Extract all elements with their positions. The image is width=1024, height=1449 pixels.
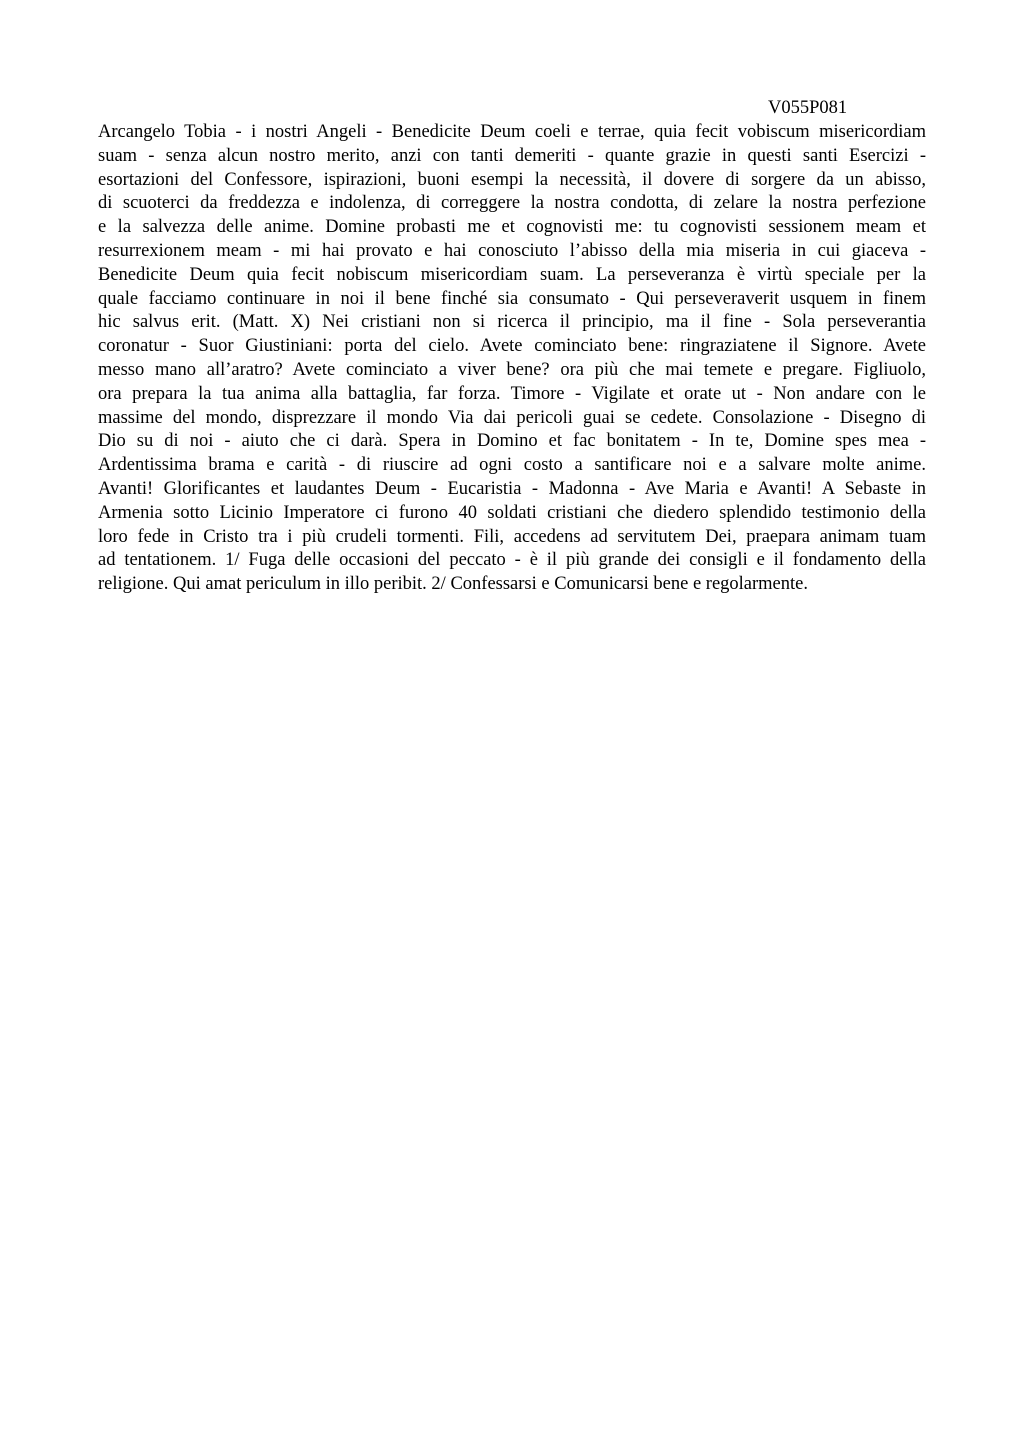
text-line: suam - senza alcun nostro merito, anzi con tanti demeriti - quante grazie in questi santi Esercizi -: [98, 145, 926, 166]
text-line: Benedicite Deum quia fecit nobiscum misericordiam suam. La perseveranza è virtù speciale per la: [98, 264, 926, 285]
text-line: di scuoterci da freddezza e indolenza, di correggere la nostra condotta, di zelare la nostra perfezione: [98, 193, 926, 214]
text-line: Arcangelo Tobia - i nostri Angeli - Benedicite Deum coeli e terrae, quia fecit vobiscum misericordiam: [98, 122, 926, 142]
text-line: loro fede in Cristo tra i più crudeli tormenti. Fili, accedens ad servitutem Dei, praepara animam tuam: [98, 526, 926, 547]
page-identifier: V055P081: [768, 98, 848, 118]
text-line: ora prepara la tua anima alla battaglia, far forza. Timore - Vigilate et orate ut - Non andare con le: [98, 383, 926, 404]
text-line: resurrexionem meam - mi hai provato e hai conosciuto l’abisso della mia miseria in cui giaceva -: [98, 240, 926, 261]
text-line: Avanti! Glorificantes et laudantes Deum - Eucaristia - Madonna - Ave Maria e Avanti! A Sebaste in: [98, 478, 926, 499]
text-line: Armenia sotto Licinio Imperatore ci furono 40 soldati cristiani che diedero splendido testimonio della: [98, 502, 926, 523]
text-line: quale facciamo continuare in noi il bene finché sia consumato - Qui perseveraverit usquem in finem: [98, 288, 926, 309]
text-line: esortazioni del Confessore, ispirazioni, buoni esempi la necessità, il dovere di sorgere da un abisso,: [98, 169, 926, 190]
text-line: ad tentationem. 1/ Fuga delle occasioni del peccato - è il più grande dei consigli e il fondamento della: [98, 550, 926, 571]
text-line: messo mano all’aratro? Avete cominciato a viver bene? ora più che mai temete e pregare. Figliuolo,: [98, 359, 926, 380]
text-line: religione. Qui amat periculum in illo peribit. 2/ Confessarsi e Comunicarsi bene e regolarmente.: [98, 574, 808, 595]
body-paragraph: [98, 121, 926, 597]
text-line: coronatur - Suor Giustiniani: porta del cielo. Avete cominciato bene: ringraziatene il Signore. Avete: [98, 336, 926, 357]
text-line: Dio su di noi - aiuto che ci darà. Spera in Domino et fac bonitatem - In te, Domine spes mea -: [98, 431, 926, 452]
text-line: massime del mondo, disprezzare il mondo Via dai pericoli guai se cedete. Consolazione - Disegno di: [98, 407, 926, 428]
text-line: Ardentissima brama e carità - di riuscire ad ogni costo a santificare noi e a salvare molte anime.: [98, 455, 926, 476]
text-line: hic salvus erit. (Matt. X) Nei cristiani non si ricerca il principio, ma il fine - Sola perseverantia: [98, 312, 926, 333]
text-line: e la salvezza delle anime. Domine probasti me et cognovisti me: tu cognovisti sessionem meam et: [98, 217, 926, 238]
